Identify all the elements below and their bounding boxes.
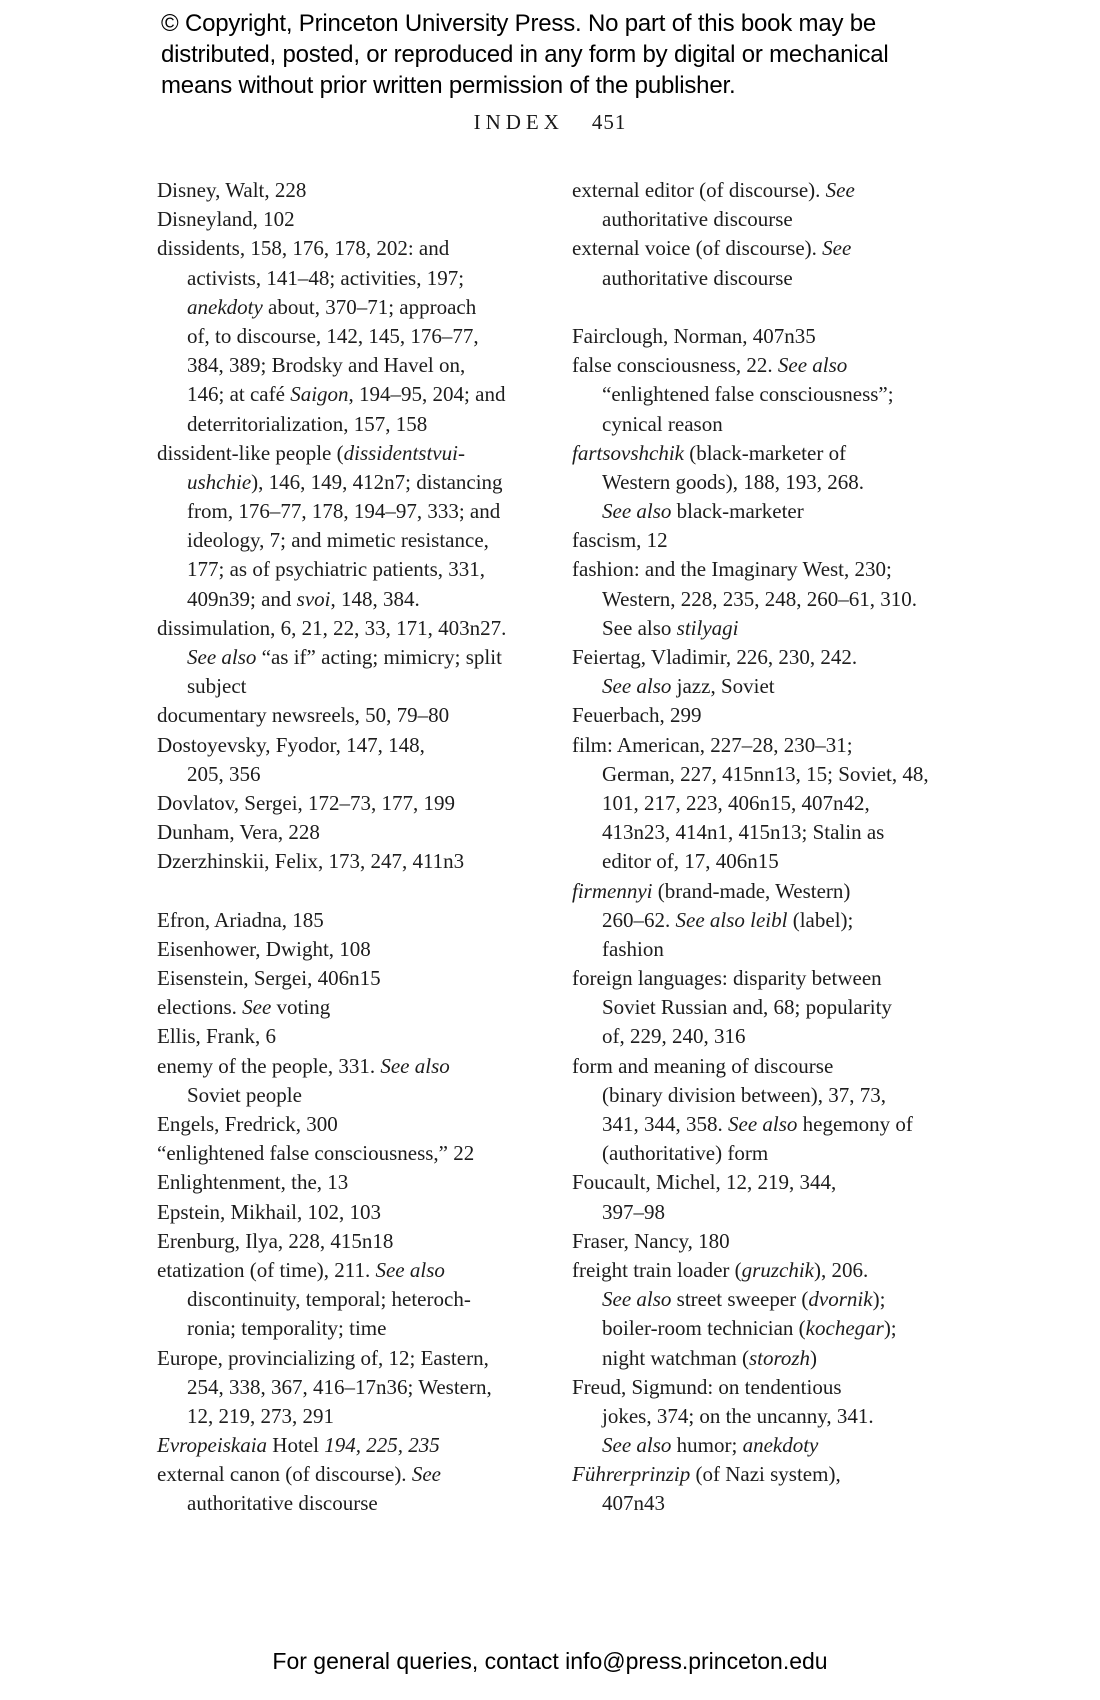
index-line: [572, 1460, 972, 1489]
index-run-italic: fartsovshchik: [572, 440, 684, 465]
index-run: black-marketer: [671, 499, 804, 524]
index-run-italic: See: [411, 1462, 441, 1487]
index-line: [572, 614, 972, 643]
index-line: [572, 993, 972, 1022]
index-line: [157, 1460, 557, 1489]
index-line: [157, 1373, 557, 1402]
index-run: discontinuity, temporal; heteroch-: [187, 1287, 471, 1312]
index-line: [157, 264, 557, 293]
index-run: 341, 344, 358.: [602, 1112, 728, 1136]
index-line: [572, 585, 972, 614]
index-run: humor;: [671, 1433, 743, 1458]
index-line: [572, 176, 972, 205]
index-run: );: [883, 1316, 897, 1341]
index-line: [572, 468, 972, 497]
running-head: [0, 110, 1100, 135]
index-line: [572, 1402, 972, 1431]
index-run: Soviet people: [187, 1082, 302, 1107]
index-line: [572, 1373, 972, 1402]
index-run: enemy of the people, 331.: [157, 1053, 381, 1078]
index-run: 12, 219, 273, 291: [187, 1403, 334, 1428]
index-run-italic: kochegar: [805, 1316, 884, 1341]
index-line: [572, 1256, 972, 1285]
index-column-right: [572, 176, 972, 1519]
index-run: Europe, provincializing of, 12; Eastern,: [157, 1345, 489, 1370]
index-run: Dovlatov, Sergei, 172–73, 177, 199: [157, 790, 456, 815]
index-line: [157, 643, 557, 672]
index-run: Dostoyevsky, Fyodor, 147, 148,: [157, 732, 425, 757]
index-run: 413n23, 414n1, 415n13; Stalin as: [602, 820, 885, 845]
index-run: Feuerbach, 299: [572, 703, 702, 728]
index-run-italic: anekdoty: [742, 1433, 819, 1458]
index-line: [157, 585, 557, 614]
index-run-italic: dissidentstvui-: [343, 440, 465, 465]
index-line: [157, 1227, 557, 1256]
index-run: ), 206.: [814, 1257, 869, 1282]
index-line: [157, 234, 557, 263]
index-run: (authoritative) form: [602, 1141, 769, 1166]
index-run-italic: anekdoty: [187, 294, 263, 319]
index-run: (binary division between), 37, 73,: [602, 1082, 887, 1107]
index-line: [157, 701, 557, 730]
index-run: boiler-room technician (: [602, 1316, 806, 1341]
index-run-italic: See: [242, 995, 272, 1020]
index-run: voting: [271, 995, 331, 1020]
index-run: ideology, 7; and mimetic resistance,: [187, 528, 489, 553]
index-run: 177; as of psychiatric patients, 331,: [187, 557, 486, 582]
index-line: [157, 293, 557, 322]
page-number: 451: [591, 110, 627, 134]
index-run-italic: gruzchik: [741, 1257, 814, 1282]
index-line: [572, 1489, 972, 1518]
index-line: [572, 1431, 972, 1460]
index-run: ronia; temporality; time: [187, 1316, 387, 1341]
index-line: [157, 1344, 557, 1373]
index-run: 397–98: [602, 1199, 665, 1224]
footer-contact: For general queries, contact info@press.princeton.edu: [272, 1648, 828, 1674]
index-run: 384, 389; Brodsky and Havel on,: [187, 353, 466, 378]
index-line: [572, 1227, 972, 1256]
index-run: 205, 356: [187, 761, 261, 786]
index-run: Western goods), 188, 193, 268.: [602, 469, 864, 494]
index-run: activists, 141–48; activities, 197;: [187, 265, 465, 290]
index-line: [572, 526, 972, 555]
index-line: [157, 205, 557, 234]
index-run: fascism, 12: [572, 528, 668, 553]
index-run: of, 229, 240, 316: [602, 1024, 746, 1049]
index-line: [572, 1314, 972, 1343]
copyright-notice: [161, 8, 889, 101]
index-run: 146; at café: [187, 382, 291, 407]
index-line: [157, 1256, 557, 1285]
index-run-italic: 194, 225, 235: [324, 1433, 440, 1458]
index-run: (label);: [787, 907, 854, 932]
index-run: elections.: [157, 995, 243, 1020]
index-run: Epstein, Mikhail, 102, 103: [157, 1199, 381, 1224]
index-line: [572, 1081, 972, 1110]
index-line: [572, 264, 972, 293]
index-run: German, 227, 415nn13, 15; Soviet, 48,: [602, 761, 929, 786]
index-run: form and meaning of discourse: [572, 1053, 834, 1078]
index-line: [157, 468, 557, 497]
index-line: [157, 1081, 557, 1110]
index-run: authoritative discourse: [187, 1491, 378, 1516]
index-line: [572, 818, 972, 847]
index-run: , 194–95, 204; and: [348, 382, 506, 407]
index-line: [157, 322, 557, 351]
index-line: [157, 1314, 557, 1343]
index-run: (of Nazi system),: [690, 1462, 841, 1487]
index-line: [572, 555, 972, 584]
index-line: [157, 1431, 557, 1460]
index-run: , 148, 384.: [330, 586, 420, 611]
index-run: 101, 217, 223, 406n15, 407n42,: [602, 790, 870, 815]
index-line: [157, 1052, 557, 1081]
index-run: Disney, Walt, 228: [157, 178, 307, 202]
index-run-italic: See also: [777, 353, 848, 378]
index-blank-line: [572, 293, 972, 322]
copyright-line: © Copyright, Princeton University Press. No part of this book may be: [161, 10, 877, 37]
index-run: cynical reason: [602, 411, 723, 436]
running-head-title: INDEX: [473, 110, 564, 134]
index-run: false consciousness, 22.: [572, 353, 778, 378]
index-line: [157, 935, 557, 964]
index-line: [572, 322, 972, 351]
index-line: [572, 1344, 972, 1373]
index-line: [157, 993, 557, 1022]
index-run: dissident-like people (: [157, 440, 344, 465]
index-run: Foucault, Michel, 12, 219, 344,: [572, 1170, 837, 1195]
index-run: Engels, Fredrick, 300: [157, 1112, 338, 1136]
index-run: freight train loader (: [572, 1257, 742, 1282]
index-run: external canon (of discourse).: [157, 1462, 412, 1487]
index-run: 409n39; and: [187, 586, 297, 611]
index-line: [572, 935, 972, 964]
index-run: about, 370–71; approach: [262, 294, 477, 319]
index-run: fashion: [602, 936, 664, 961]
index-run: external editor (of discourse).: [572, 178, 826, 202]
index-line: [572, 1285, 972, 1314]
copyright-line: means without prior written permission of the publisher.: [161, 72, 736, 99]
index-line: [572, 906, 972, 935]
index-run: Ellis, Frank, 6: [157, 1024, 276, 1049]
index-run: Disneyland, 102: [157, 207, 295, 232]
index-run: Freud, Sigmund: on tendentious: [572, 1374, 842, 1399]
index-run-italic: See: [825, 178, 855, 202]
index-run-italic: See also: [187, 645, 257, 669]
index-run: (black-marketer of: [683, 440, 847, 465]
index-run: fashion: and the Imaginary West, 230;: [572, 557, 892, 582]
index-run: documentary newsreels, 50, 79–80: [157, 703, 450, 728]
index-line: [157, 1139, 557, 1168]
index-line: [157, 380, 557, 409]
index-line: [157, 847, 557, 876]
index-line: [157, 1489, 557, 1518]
index-run: deterritorialization, 157, 158: [187, 411, 428, 436]
index-run: Erenburg, Ilya, 228, 415n18: [157, 1228, 394, 1253]
copyright-line: distributed, posted, or reproduced in any form by digital or mechanical: [161, 41, 889, 68]
index-line: [572, 1022, 972, 1051]
index-run-italic: See also: [602, 1433, 672, 1458]
index-run-italic: See also: [602, 1287, 672, 1312]
index-run: Soviet Russian and, 68; popularity: [602, 995, 892, 1020]
index-run: Western, 228, 235, 248, 260–61, 310.: [602, 586, 918, 611]
index-run: 260–62.: [602, 907, 676, 932]
index-run: authoritative discourse: [602, 207, 793, 232]
index-run: dissimulation, 6, 21, 22, 33, 171, 403n27.: [157, 615, 507, 640]
index-line: [157, 1402, 557, 1431]
index-run-italic: svoi: [296, 586, 331, 611]
index-line: [157, 497, 557, 526]
index-line: [157, 1168, 557, 1197]
index-run: street sweeper (: [671, 1287, 809, 1312]
index-run-italic: See also: [602, 499, 672, 524]
index-line: [572, 731, 972, 760]
index-run: (brand-made, Western): [652, 878, 851, 903]
index-line: [157, 526, 557, 555]
index-run: editor of, 17, 406n15: [602, 849, 779, 874]
index-line: [157, 818, 557, 847]
index-run: of, to discourse, 142, 145, 176–77,: [187, 323, 479, 348]
index-run-italic: Evropeiskaia: [157, 1433, 268, 1458]
index-line: [572, 234, 972, 263]
index-run-italic: Führerprinzip: [572, 1462, 691, 1487]
index-run: “as if” acting; mimicry; split: [256, 645, 502, 669]
index-line: [157, 1110, 557, 1139]
index-run: Fairclough, Norman, 407n35: [572, 323, 816, 348]
index-run: Enlightenment, the, 13: [157, 1170, 349, 1195]
index-run-italic: dvornik: [808, 1287, 873, 1312]
index-line: [157, 555, 557, 584]
index-line: [572, 643, 972, 672]
index-line: [572, 964, 972, 993]
index-run: film: American, 227–28, 230–31;: [572, 732, 853, 757]
index-line: [157, 176, 557, 205]
index-run-italic: See: [822, 236, 852, 261]
index-run: Dunham, Vera, 228: [157, 820, 320, 845]
index-run-italic: See also: [602, 674, 672, 699]
index-line: [572, 410, 972, 439]
index-run: 407n43: [602, 1491, 665, 1516]
index-run-italic: Saigon: [290, 382, 349, 407]
index-run-italic: See also: [380, 1053, 450, 1078]
index-run: “enlightened false consciousness”;: [602, 382, 894, 407]
index-run: “enlightened false consciousness,” 22: [157, 1141, 475, 1166]
index-line: [157, 672, 557, 701]
index-line: [572, 1198, 972, 1227]
index-run-italic: stilyagi: [676, 615, 739, 640]
index-line: [572, 760, 972, 789]
index-run: Feiertag, Vladimir, 226, 230, 242.: [572, 645, 858, 669]
index-line: [157, 760, 557, 789]
index-line: [157, 906, 557, 935]
index-run-italic: firmennyi: [572, 878, 653, 903]
index-line: [157, 410, 557, 439]
index-run: Hotel: [267, 1433, 325, 1458]
index-line: [572, 1052, 972, 1081]
index-line: [572, 439, 972, 468]
index-line: [572, 701, 972, 730]
index-line: [157, 351, 557, 380]
index-run: from, 176–77, 178, 194–97, 333; and: [187, 499, 501, 524]
index-line: [572, 672, 972, 701]
index-run: Dzerzhinskii, Felix, 173, 247, 411n3: [157, 849, 465, 874]
index-run: ), 146, 149, 412n7; distancing: [251, 469, 503, 494]
index-line: [572, 1110, 972, 1139]
index-run-italic: See also leibl: [675, 907, 788, 932]
index-run: Efron, Ariadna, 185: [157, 907, 324, 932]
index-line: [572, 351, 972, 380]
index-run: );: [872, 1287, 886, 1312]
index-run: See also: [602, 615, 677, 640]
index-run: subject: [187, 674, 247, 699]
index-run-italic: See also: [375, 1257, 445, 1282]
index-run: ): [810, 1345, 818, 1370]
index-line: [157, 439, 557, 468]
index-line: [572, 1139, 972, 1168]
index-line: [572, 789, 972, 818]
index-line: [157, 1022, 557, 1051]
index-run: hegemony of: [797, 1112, 913, 1136]
index-run: 254, 338, 367, 416–17n36; Western,: [187, 1374, 492, 1399]
index-blank-line: [157, 877, 557, 906]
index-run: dissidents, 158, 176, 178, 202: and: [157, 236, 450, 261]
index-run: Eisenhower, Dwight, 108: [157, 936, 371, 961]
index-line: [572, 877, 972, 906]
index-run: external voice (of discourse).: [572, 236, 823, 261]
index-line: [572, 1168, 972, 1197]
index-line: [157, 789, 557, 818]
index-line: [157, 614, 557, 643]
index-run: jazz, Soviet: [671, 674, 775, 699]
index-run-italic: ushchie: [187, 469, 252, 494]
index-line: [572, 380, 972, 409]
index-line: [157, 964, 557, 993]
index-run: Eisenstein, Sergei, 406n15: [157, 966, 381, 991]
index-column-left: [157, 176, 557, 1519]
index-run: authoritative discourse: [602, 265, 793, 290]
index-line: [572, 847, 972, 876]
index-run: etatization (of time), 211.: [157, 1257, 376, 1282]
index-line: [572, 497, 972, 526]
index-run-italic: storozh: [748, 1345, 811, 1370]
index-run: foreign languages: disparity between: [572, 966, 882, 991]
index-line: [572, 205, 972, 234]
index-line: [157, 1285, 557, 1314]
index-line: [157, 731, 557, 760]
index-run: night watchman (: [602, 1345, 749, 1370]
index-line: [157, 1198, 557, 1227]
index-run-italic: See also: [728, 1112, 798, 1136]
index-run: Fraser, Nancy, 180: [572, 1228, 730, 1253]
index-run: jokes, 374; on the uncanny, 341.: [602, 1403, 874, 1428]
